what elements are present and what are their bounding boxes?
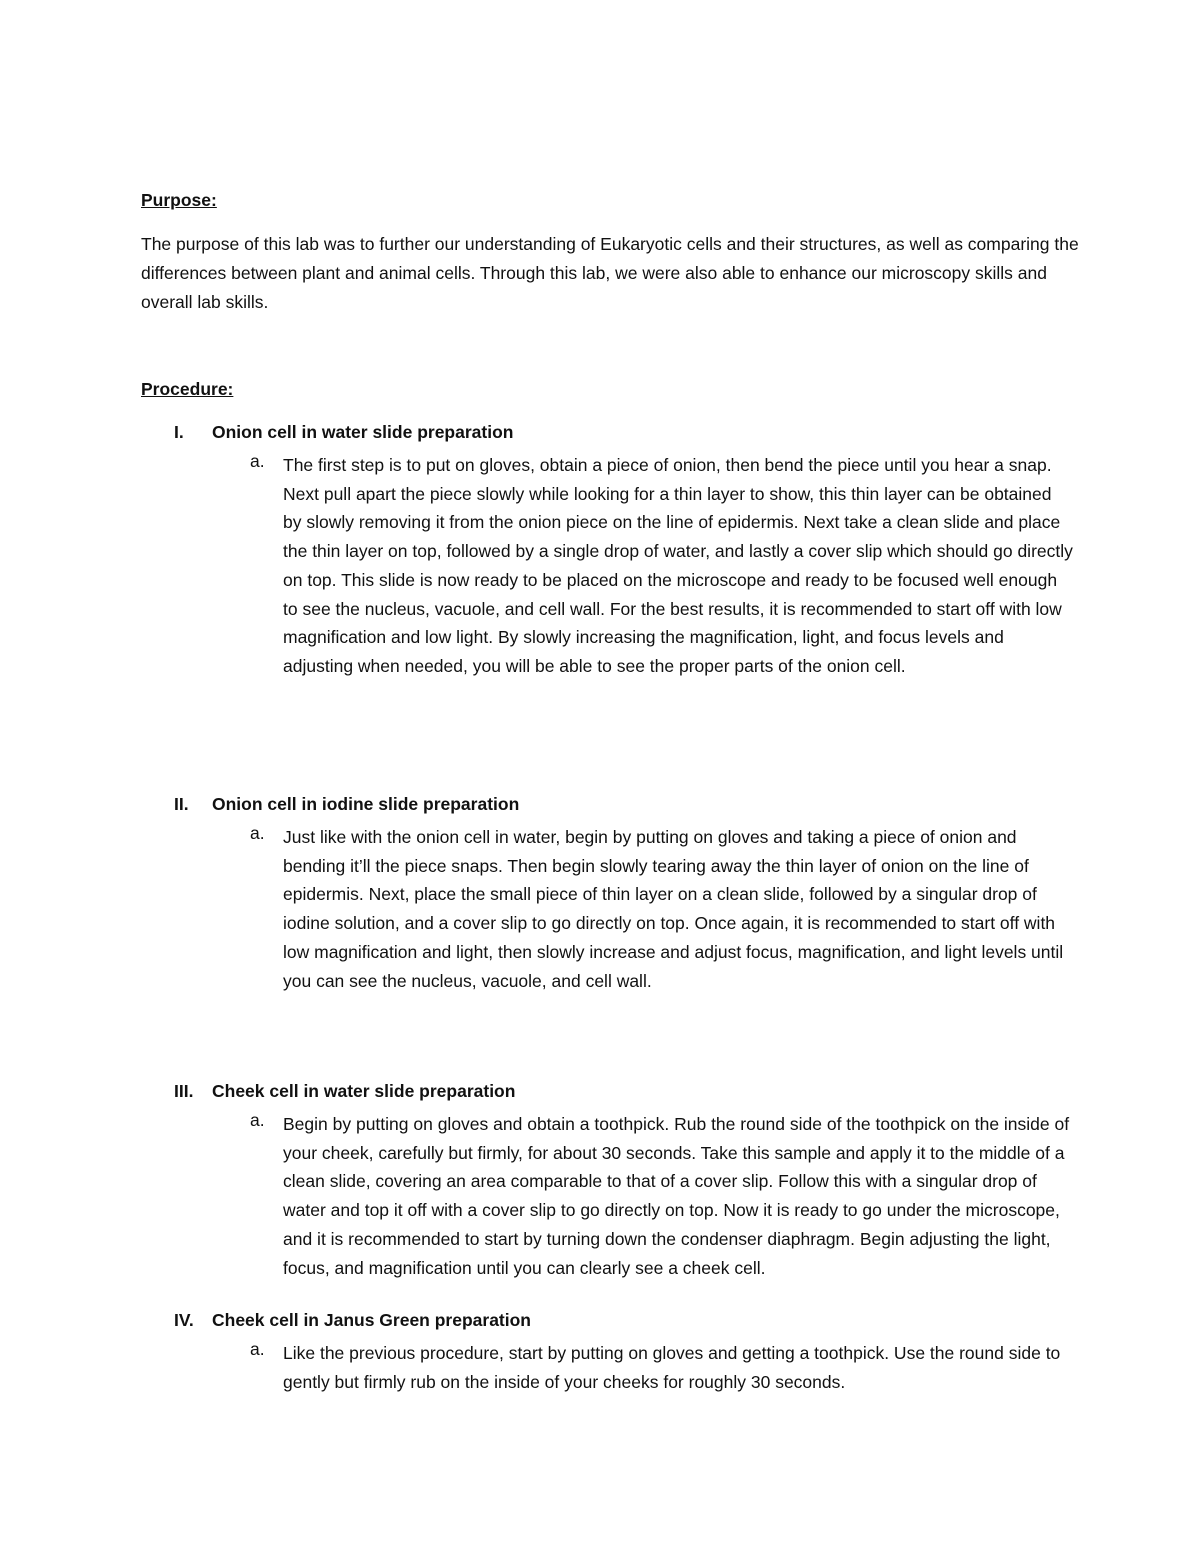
purpose-heading: Purpose: (141, 190, 217, 210)
section-numeral: I. (174, 422, 184, 442)
item-letter: a. (250, 823, 265, 843)
purpose-paragraph: The purpose of this lab was to further our understanding of Eukaryotic cells and their structures, as well as comparing the differences between plant and animal cells. Through this lab, we were also able to enhance our microscopy skills and overall lab skills. (141, 234, 1079, 313)
section-title: Cheek cell in Janus Green preparation (212, 1310, 531, 1330)
section-numeral: II. (174, 794, 189, 814)
section-title: Onion cell in water slide preparation (212, 422, 514, 442)
section-numeral: III. (174, 1081, 194, 1101)
procedure-heading: Procedure: (141, 379, 234, 399)
item-letter: a. (250, 1339, 265, 1359)
item-text: The first step is to put on gloves, obtain a piece of onion, then bend the piece until you hear a snap. Next pull apart the piece slowly while looking for a thin layer to show, this thin layer can be obtained by slowly removing it from the onion piece on the line of epidermis. Next take a clean slide and place the thin layer on top, followed by a single drop of water, and lastly a cover slip which should go directly on top. This slide is now ready to be placed on the microscope and ready to be focused well enough to see the nucleus, vacuole, and cell wall. For the best results, it is recommended to start off with low magnification and low light. By slowly increasing the magnification, light, and focus levels and adjusting when needed, you will be able to see the proper parts of the onion cell. (283, 455, 1073, 676)
item-letter: a. (250, 451, 265, 471)
item-text: Begin by putting on gloves and obtain a toothpick. Rub the round side of the toothpick on the inside of your cheek, carefully but firmly, for about 30 seconds. Take this sample and apply it to the middle of a clean slide, covering an area comparable to that of a cover slip. Follow this with a singular drop of water and top it off with a cover slip to go directly on top. Now it is ready to go under the microscope, and it is recommended to start by turning down the condenser diaphragm. Begin adjusting the light, focus, and magnification until you can clearly see a cheek cell. (283, 1114, 1070, 1278)
section-title: Onion cell in iodine slide preparation (212, 794, 520, 814)
item-letter: a. (250, 1110, 265, 1130)
item-text: Just like with the onion cell in water, begin by putting on gloves and taking a piece of onion and bending it’ll the piece snaps. Then begin slowly tearing away the thin layer of onion on the line of epidermis. Next, place the small piece of thin layer on a clean slide, followed by a singular drop of iodine solution, and a cover slip to go directly on top. Once again, it is recommended to start off with low magnification and light, then slowly increase and adjust focus, magnification, and light levels until you can see the nucleus, vacuole, and cell wall. (283, 827, 1064, 991)
section-numeral: IV. (174, 1310, 194, 1330)
item-text: Like the previous procedure, start by putting on gloves and getting a toothpick. Use the round side to gently but firmly rub on the inside of your cheeks for roughly 30 seconds. (283, 1343, 1061, 1392)
section-title: Cheek cell in water slide preparation (212, 1081, 516, 1101)
